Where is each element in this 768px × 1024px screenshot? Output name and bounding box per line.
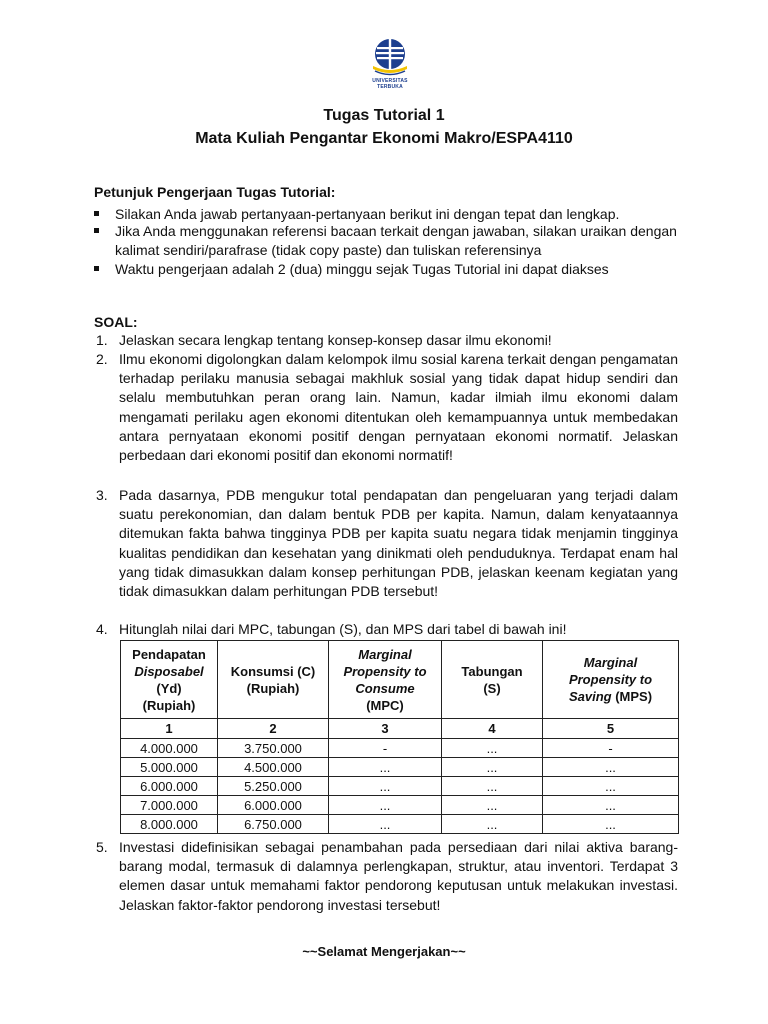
university-logo <box>362 36 418 88</box>
instruction-item: Silakan Anda jawab pertanyaan-pertanyaan berikut ini dengan tepat dan lengkap. <box>94 205 684 224</box>
question-number: 1. <box>96 332 108 348</box>
question-text: Hitunglah nilai dari MPC, tabungan (S), dan MPS dari tabel di bawah ini! <box>119 621 567 637</box>
logo-text: UNIVERSITAS TERBUKA <box>372 78 408 90</box>
question-item <box>96 486 678 601</box>
mpc-table <box>120 640 679 834</box>
table-header-row <box>121 641 679 719</box>
question-text: Pada dasarnya, PDB mengukur total pendapatan dan pengeluaran yang terjadi dalam suatu perekonomian, dan dalam bentuk PDB per kapita. Namun, dalam kenyataannya ditemukan fakta bahwa tingginya PDB per kapita suatu negara tidak menjamin tingginya kualitas pendidikan dan kesehatan yang dinikmati oleh penduduknya. Terdapat enam hal yang tidak dimasukkan dalam konsep perhitungan PDB, jelaskan keenam kegiatan yang tidak dimasukkan dalam perhitungan PDB tersebut! <box>119 487 678 600</box>
question-text: Jelaskan secara lengkap tentang konsep-konsep dasar ilmu ekonomi! <box>119 332 552 348</box>
col-header-mps: Marginal Propensity to Saving (MPS) <box>543 641 679 719</box>
col-header-saving: Tabungan (S) <box>442 641 543 719</box>
instruction-item: Jika Anda menggunakan referensi bacaan terkait dengan jawaban, silakan uraikan dengan kalimat sendiri/parafrase (tidak copy paste) dan tuliskan referensinya <box>94 222 684 260</box>
course-title: Mata Kuliah Pengantar Ekonomi Makro/ESPA4110 <box>195 130 573 147</box>
question-item <box>96 331 678 350</box>
closing-text: ~~Selamat Mengerjakan~~ <box>302 944 466 959</box>
table-row: 5.000.000 4.500.000 ... ... ... <box>121 758 679 777</box>
bullet-icon <box>94 228 99 233</box>
table-row: 6.000.000 5.250.000 ... ... ... <box>121 777 679 796</box>
col-header-consumption: Konsumsi (C) (Rupiah) <box>218 641 329 719</box>
soal-heading: SOAL: <box>94 314 138 330</box>
university-emblem-icon <box>367 36 413 78</box>
question-item <box>96 350 678 465</box>
question-item <box>96 838 678 915</box>
question-text: Ilmu ekonomi digolongkan dalam kelompok ilmu sosial karena terkait dengan pengamatan terhadap perilaku manusia sebagai makhluk sosial yang tidak dapat hidup sendiri dan selalu membutuhkan peran orang lain. Namun, kadar ilmiah ilmu ekonomi dalam mengamati perilaku agen ekonomi ditentukan oleh kemampuannya untuk membedakan antara pernyataan ekonomi positif dengan pernyataan ekonomi normatif. Jelaskan perbedaan dari ekonomi positif dan ekonomi normatif! <box>119 351 678 464</box>
bullet-icon <box>94 211 99 216</box>
instruction-item: Waktu pengerjaan adalah 2 (dua) minggu sejak Tugas Tutorial ini dapat diakses <box>94 260 684 279</box>
table-row: 7.000.000 6.000.000 ... ... ... <box>121 796 679 815</box>
bullet-icon <box>94 266 99 271</box>
col-header-mpc: Marginal Propensity to Consume (MPC) <box>329 641 442 719</box>
table-row: 4.000.000 3.750.000 - ... - <box>121 739 679 758</box>
col-header-income: Pendapatan Disposabel (Yd) (Rupiah) <box>121 641 218 719</box>
question-item <box>96 620 678 639</box>
table-index-row: 1 2 3 4 5 <box>121 719 679 739</box>
question-number: 4. <box>96 621 108 637</box>
table-row: 8.000.000 6.750.000 ... ... ... <box>121 815 679 834</box>
question-number: 5. <box>96 839 108 855</box>
question-number: 3. <box>96 487 108 503</box>
page-title: Tugas Tutorial 1 <box>323 107 445 124</box>
question-text: Investasi didefinisikan sebagai penambahan pada persediaan dari nilai aktiva barang-barang modal, termasuk di dalamnya perlengkapan, struktur, atau inventori. Terdapat 3 elemen dasar untuk memahami faktor pendorong keputusan untuk melakukan investasi. Jelaskan faktor-faktor pendorong investasi tersebut! <box>119 839 678 913</box>
question-number: 2. <box>96 351 108 367</box>
instructions-heading: Petunjuk Pengerjaan Tugas Tutorial: <box>94 184 336 200</box>
